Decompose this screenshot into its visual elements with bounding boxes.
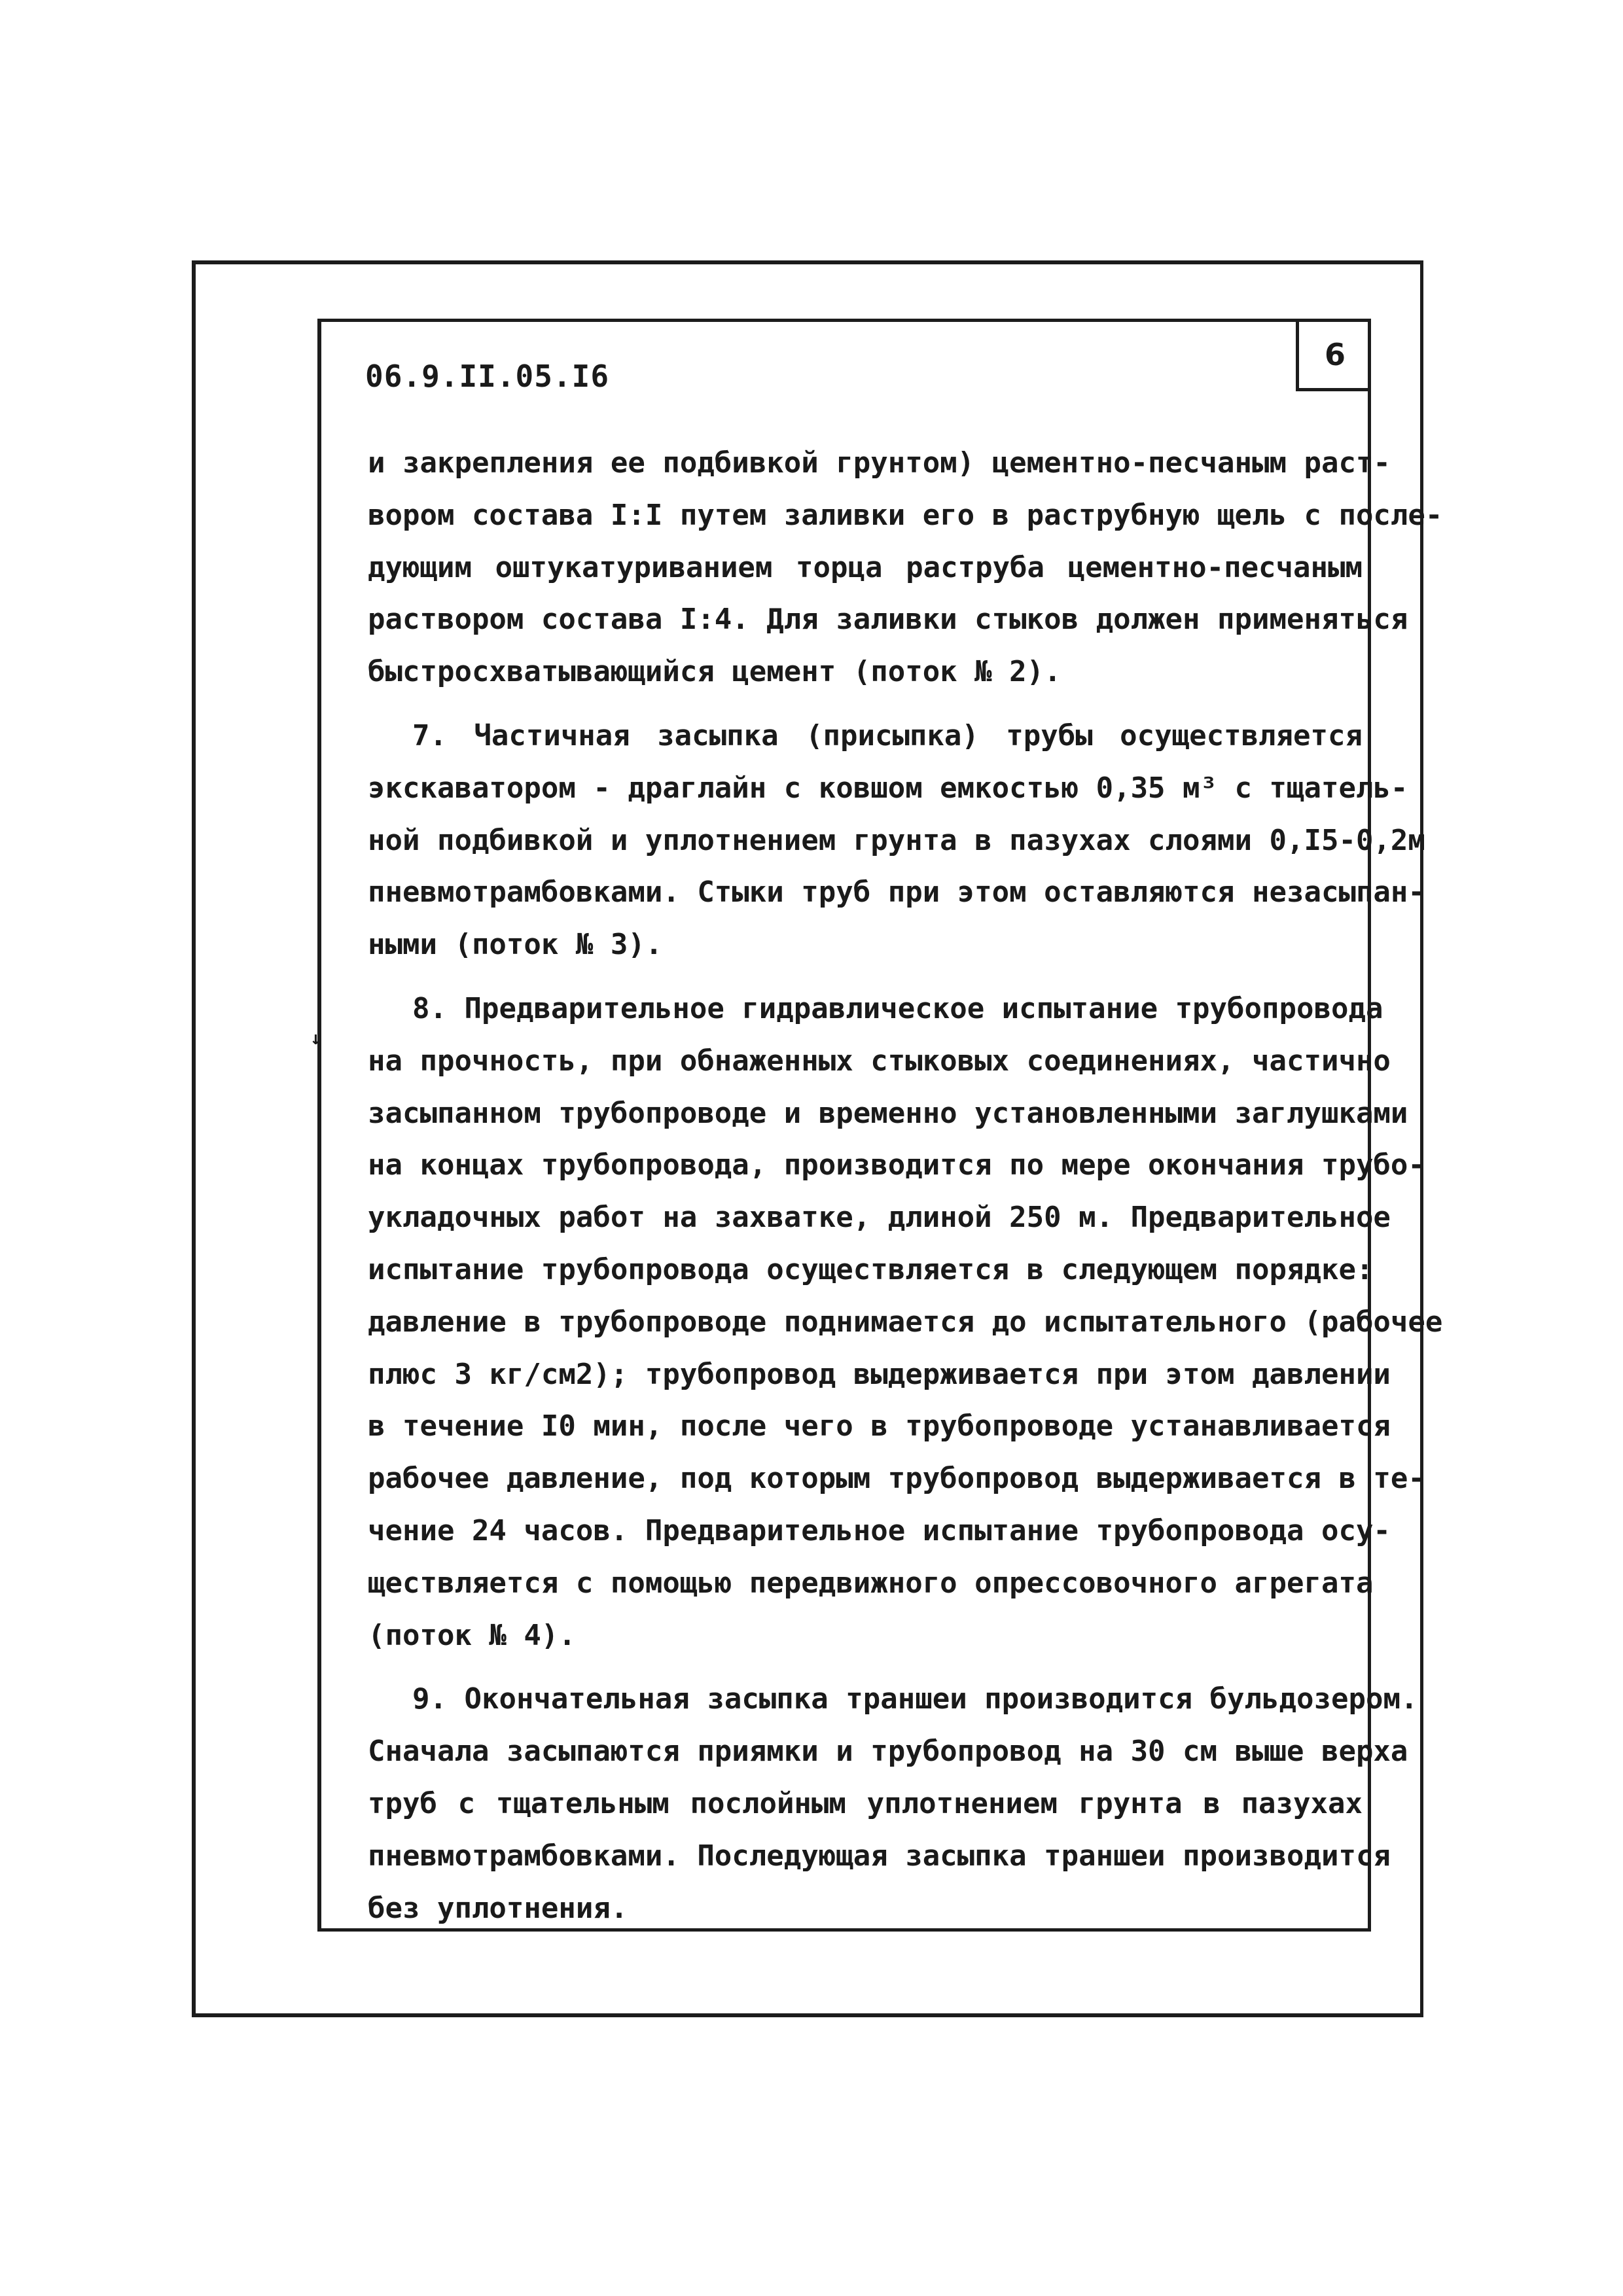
document-code: 06.9.II.05.I6 — [365, 359, 610, 394]
margin-mark: ↓ — [310, 1027, 321, 1049]
text-line: укладочных работ на захватке, длиной 250 м. Предварительное — [368, 1201, 1391, 1235]
page-number-label: 6 — [1324, 336, 1346, 372]
text-line: плюс 3 кг/см2); трубопровод выдерживается при этом давлении — [368, 1357, 1391, 1391]
text-line: труб с тщательным послойным уплотнением грунта в пазухах — [368, 1786, 1363, 1820]
text-line: давление в трубопроводе поднимается до испытательного (рабочее — [368, 1305, 1443, 1339]
text-line: засыпанном трубопроводе и временно установленными заглушками — [368, 1096, 1408, 1130]
text-line: (поток № 4). — [368, 1618, 576, 1652]
text-line: без уплотнения. — [368, 1891, 628, 1925]
text-line: чение 24 часов. Предварительное испытание трубопровода осу- — [368, 1513, 1391, 1547]
text-line: раствором состава I:4. Для заливки стыков должен применяться — [368, 603, 1408, 637]
text-line: на концах трубопровода, производится по мере окончания трубо- — [368, 1148, 1425, 1182]
text-line: ной подбивкой и уплотнением грунта в пазухах слоями 0,I5-0,2м — [368, 823, 1425, 857]
text-line: 8. Предварительное гидравлическое испытание трубопровода — [412, 991, 1383, 1025]
paragraph-7 — [368, 710, 1425, 971]
text-line: дующим оштукатуриванием торца раструба цементно-песчаным — [368, 550, 1363, 584]
text-line: рабочее давление, под которым трубопровод выдерживается в те- — [368, 1462, 1425, 1496]
text-line: пневмотрамбовками. Последующая засыпка траншеи производится — [368, 1839, 1391, 1873]
text-line: пневмотрамбовками. Стыки труб при этом оставляются незасыпан- — [368, 875, 1425, 910]
text-line: испытание трубопровода осуществляется в следующем порядке: — [368, 1252, 1374, 1286]
text-line: Сначала засыпаются приямки и трубопровод на 30 см выше верха — [368, 1735, 1408, 1769]
text-line: экскаватором - драглайн с ковшом емкостью 0,35 м³ с тщатель- — [368, 771, 1408, 805]
document-body — [368, 437, 1443, 1934]
text-line: быстросхватывающийся цемент (поток № 2). — [368, 655, 1061, 689]
paragraph-9 — [368, 1673, 1418, 1934]
text-line: вором состава I:I путем заливки его в раструбную щель с после- — [368, 498, 1443, 532]
text-line: и закрепления ее подбивкой грунтом) цементно-песчаным раст- — [368, 446, 1391, 480]
text-line: на прочность, при обнаженных стыковых соединениях, частично — [368, 1044, 1391, 1078]
text-line: 9. Окончательная засыпка траншеи производится бульдозером. — [412, 1682, 1418, 1716]
text-line: 7. Частичная засыпка (присыпка) трубы осуществляется — [412, 718, 1363, 752]
text-line: ществляется с помощью передвижного опрессовочного агрегата — [368, 1566, 1374, 1600]
paragraph-8 — [368, 983, 1443, 1661]
page-number — [1296, 321, 1371, 391]
text-line: в течение I0 мин, после чего в трубопроводе устанавливается — [368, 1409, 1391, 1443]
paragraph-continuation — [368, 437, 1443, 698]
text-line: ными (поток № 3). — [368, 928, 663, 962]
